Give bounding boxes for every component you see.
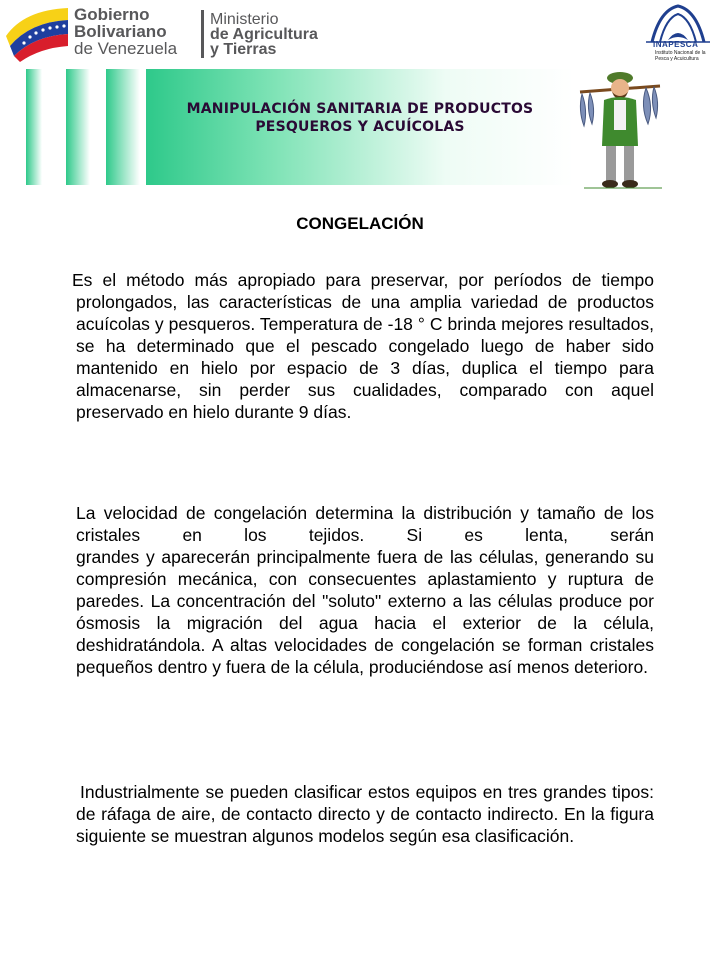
- banner-title-line-1: MANIPULACIÓN SANITARIA DE PRODUCTOS: [186, 101, 534, 117]
- banner-stripe-2: [66, 69, 90, 185]
- ministry-line-3: y Tierras: [210, 41, 277, 58]
- ministry-name: [210, 12, 318, 57]
- fisherman-illustration-icon: [574, 66, 664, 190]
- paragraph-2-body: grandes y aparecerán principalmente fuera de las células, generando su compresión mecánica, con consecuentes aplastamiento y ruptura de paredes. La concentración del "soluto" externo a las células produce por ósmosis la migración del agua hacia el exterior de la célula, deshidratándola. A altas velocidades de congelación se forman cristales pequeños dentro y fuera de la célula, produciéndose así menos deterioro.: [76, 547, 654, 677]
- banner-title: [150, 100, 570, 136]
- logo-divider: [201, 10, 204, 58]
- paragraph-3: Industrialmente se pueden clasificar estos equipos en tres grandes tipos: de ráfaga de aire, de contacto directo y de contacto indirecto. En la figura siguiente se muestran algunos modelos según esa clasificación.: [76, 782, 654, 846]
- banner-stripe-1: [26, 69, 42, 185]
- paragraph-2-line-1: La velocidad de congelación determina la distribución y tamaño de los cristales en los tejidos. Si es lenta, serán: [76, 503, 654, 545]
- inapesca-name: INAPESCA: [653, 40, 699, 49]
- banner-title-line-2: PESQUEROS Y ACUÍCOLAS: [255, 119, 465, 135]
- banner-stripe-3: [106, 69, 140, 185]
- ministry-line-2: de Agricultura: [210, 26, 318, 43]
- gov-line-2: Bolivariano: [74, 22, 167, 41]
- gov-line-3: de Venezuela: [74, 39, 178, 58]
- ministry-line-1: Ministerio: [210, 11, 279, 28]
- venezuela-flag-icon: [4, 6, 70, 62]
- government-logo: [4, 2, 344, 62]
- inapesca-subtitle: Instituto Nacional de la Pesca y Acuicultura: [655, 50, 706, 62]
- paragraph-2: [76, 502, 654, 678]
- paragraph-1: Es el método más apropiado para preservar, por períodos de tiempo prolongados, las características de una amplia variedad de productos acuícolas y pesqueros. Temperatura de -18 ° C brinda mejores resultados, se ha determinado que el pescado congelado luego de haber sido mantenido en hielo por espacio de 3 días, duplica el tiempo para almacenarse, sin perder sus cualidades, comparado con aquel preservado en hielo durante 9 días.: [72, 270, 654, 422]
- section-heading: CONGELACIÓN: [296, 214, 424, 233]
- government-name: [74, 6, 177, 57]
- gov-line-1: Gobierno: [74, 5, 150, 24]
